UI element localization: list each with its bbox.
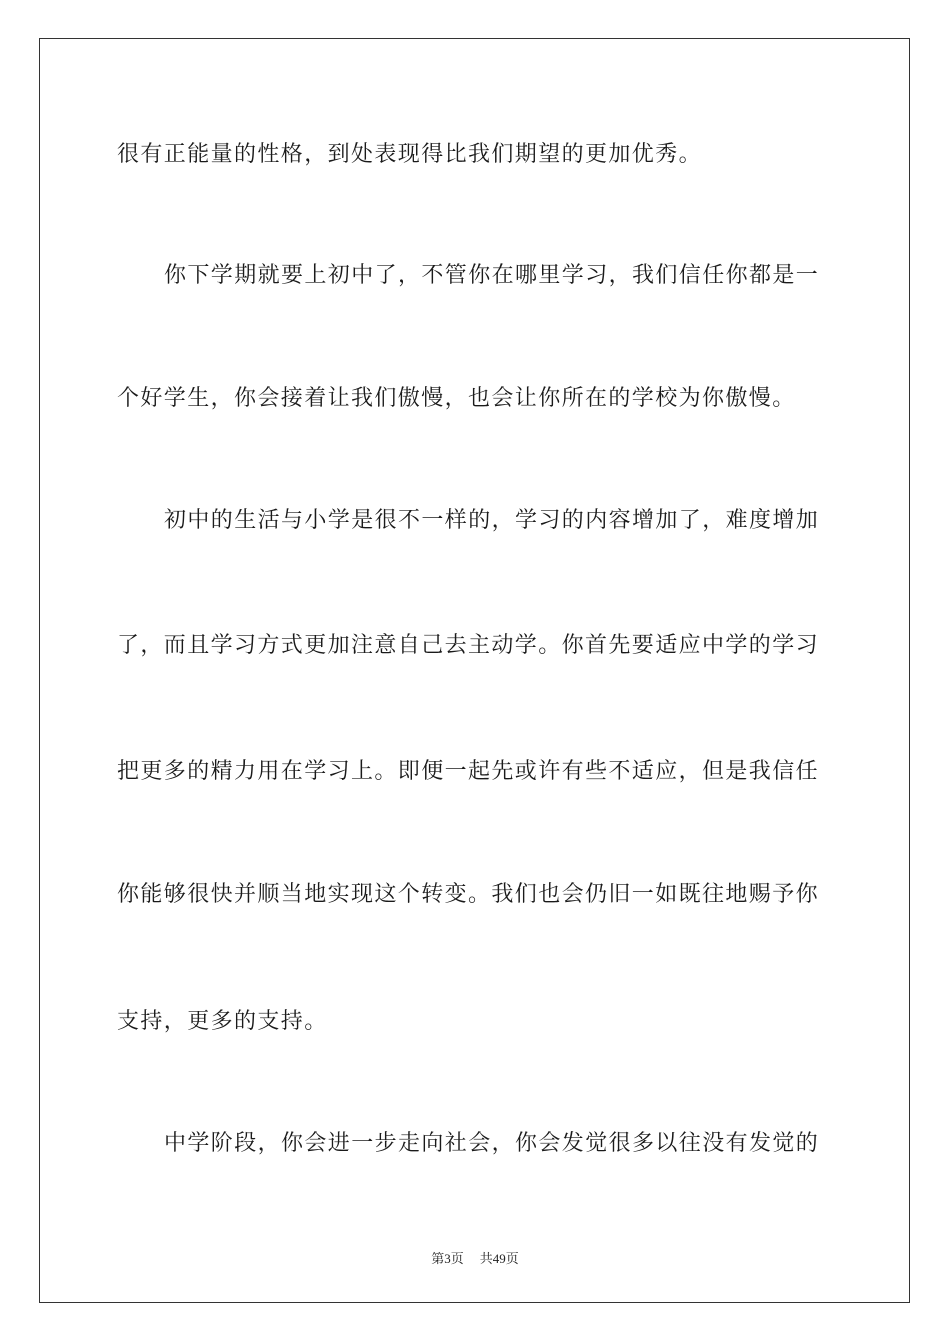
text-line-2: 你下学期就要上初中了，不管你在哪里学习，我们信任你都是一 bbox=[164, 263, 820, 288]
text-line-8: 支持，更多的支持。 bbox=[117, 1009, 328, 1034]
page-frame bbox=[39, 38, 910, 1303]
page-total: 共49页 bbox=[479, 1251, 519, 1266]
text-line-1: 很有正能量的性格，到处表现得比我们期望的更加优秀。 bbox=[117, 142, 703, 167]
page-number: 第3页 bbox=[431, 1251, 464, 1266]
text-line-9: 中学阶段，你会进一步走向社会，你会发觉很多以往没有发觉的 bbox=[164, 1131, 820, 1156]
text-line-5: 了，而且学习方式更加注意自己去主动学。你首先要适应中学的学习 bbox=[117, 633, 820, 658]
text-line-6: 把更多的精力用在学习上。即便一起先或许有些不适应，但是我信任 bbox=[117, 759, 820, 784]
text-line-4: 初中的生活与小学是很不一样的，学习的内容增加了，难度增加 bbox=[164, 508, 820, 533]
text-line-7: 你能够很快并顺当地实现这个转变。我们也会仍旧一如既往地赐予你 bbox=[117, 882, 820, 907]
text-line-3: 个好学生，你会接着让我们傲慢，也会让你所在的学校为你傲慢。 bbox=[117, 386, 796, 411]
page-footer bbox=[0, 1248, 950, 1267]
